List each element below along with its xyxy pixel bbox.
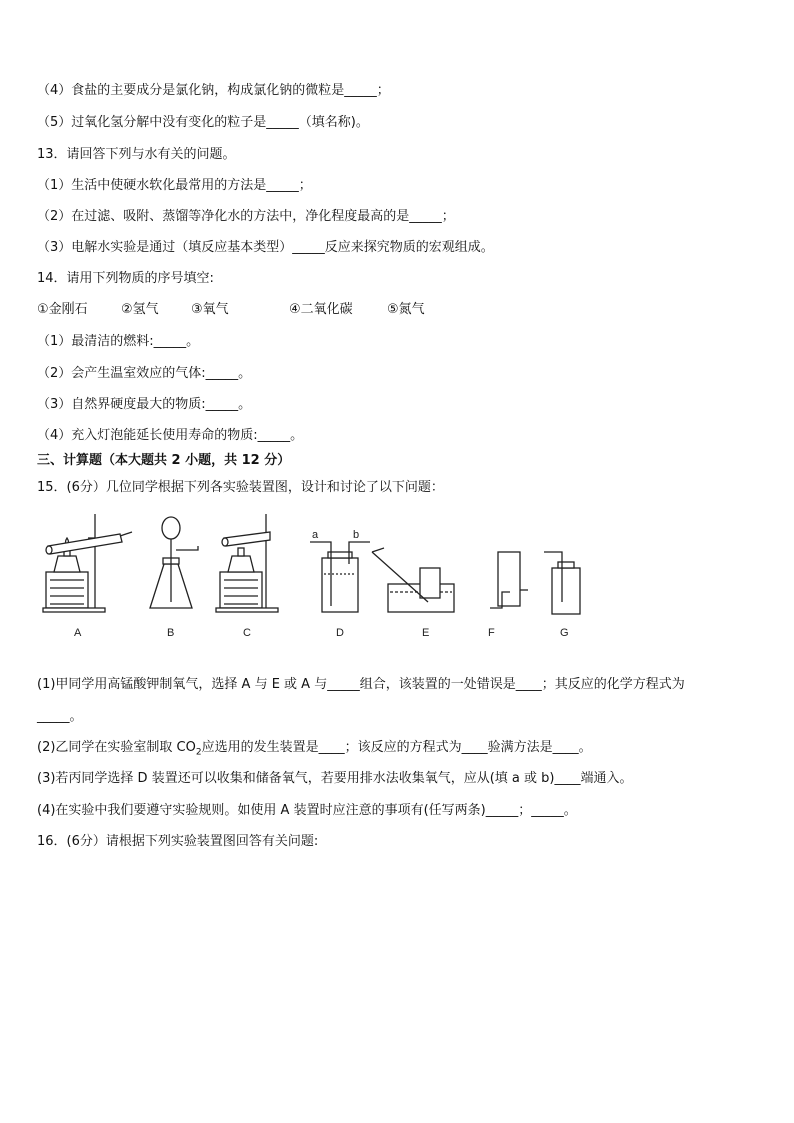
- apparatus-d-port-a: a: [312, 529, 319, 541]
- apparatus-a: [43, 514, 132, 639]
- apparatus-b: [150, 517, 198, 639]
- apparatus-e: [372, 548, 454, 639]
- q15-part2-pre: (2)乙同学在实验室制取 CO: [37, 740, 196, 755]
- q15-part1-cont: _____。: [37, 709, 83, 724]
- apparatus-label-a: A: [74, 627, 82, 639]
- q15-part2-sub: 2: [195, 747, 202, 758]
- q14-part4: （4）充入灯泡能延长使用寿命的物质:_____。: [37, 428, 304, 443]
- q15-part4: (4)在实验中我们要遵守实验规则。如使用 A 装置时应注意的事项有(任写两条)_____；_____。: [37, 803, 577, 818]
- apparatus-label-f: F: [488, 627, 495, 639]
- q13-stem: 13．请回答下列与水有关的问题。: [37, 147, 236, 162]
- apparatus-d: [310, 529, 370, 639]
- q13-part2: （2）在过滤、吸附、蒸馏等净化水的方法中，净化程度最高的是_____；: [37, 209, 455, 224]
- q14-option-3: ③氧气: [191, 302, 229, 317]
- q15-part2-post: 应选用的发生装置是____；该反应的方程式为____验满方法是____。: [201, 740, 592, 755]
- q15-part3: (3)若丙同学选择 D 装置还可以收集和储备氧气，若要用排水法收集氧气，应从(填 a 或 b)____端通入。: [37, 771, 633, 786]
- q13-part1: （1）生活中使硬水软化最常用的方法是_____；: [37, 178, 312, 193]
- apparatus-label-d: D: [336, 627, 344, 639]
- q15-stem: 15．(6分）几位同学根据下列各实验装置图，设计和讨论了以下问题：: [37, 480, 444, 495]
- apparatus-f: [488, 552, 528, 639]
- apparatus-label-e: E: [422, 627, 430, 639]
- q15-part1: (1)甲同学用高锰酸钾制氧气，选择 A 与 E 或 A 与_____组合，该装置的一处错误是____；其反应的化学方程式为: [37, 677, 685, 692]
- q14-option-5: ⑤氮气: [387, 302, 425, 317]
- q12-part4: （4）食盐的主要成分是氯化钠，构成氯化钠的微粒是_____；: [37, 83, 390, 98]
- section3-title: 三、计算题（本大题共 2 小题，共 12 分）: [37, 453, 291, 468]
- apparatus-label-g: G: [560, 627, 569, 639]
- q15-part2: [37, 739, 592, 762]
- q14-part3: （3）自然界硬度最大的物质:_____。: [37, 397, 252, 412]
- q14-option-2: ②氢气: [121, 302, 159, 317]
- apparatus-d-port-b: b: [353, 529, 360, 541]
- q14-part2: （2）会产生温室效应的气体:_____。: [37, 366, 252, 381]
- apparatus-figure: [40, 512, 600, 642]
- q14-option-1: ①金刚石: [37, 302, 88, 317]
- apparatus-label-b: B: [167, 627, 175, 639]
- q13-part3: （3）电解水实验是通过（填反应基本类型）_____反应来探究物质的宏观组成。: [37, 240, 494, 255]
- apparatus-c: [216, 514, 278, 639]
- q14-option-4: ④二氧化碳: [289, 302, 353, 317]
- q16-stem: 16．(6分）请根据下列实验装置图回答有关问题:: [37, 834, 319, 849]
- q14-stem: 14．请用下列物质的序号填空:: [37, 271, 214, 286]
- q14-options: [37, 301, 425, 319]
- apparatus-g: [544, 552, 580, 639]
- q14-part1: （1）最清洁的燃料:_____。: [37, 334, 200, 349]
- q12-part5: （5）过氧化氢分解中没有变化的粒子是_____（填名称)。: [37, 115, 369, 130]
- apparatus-label-c: C: [243, 627, 251, 639]
